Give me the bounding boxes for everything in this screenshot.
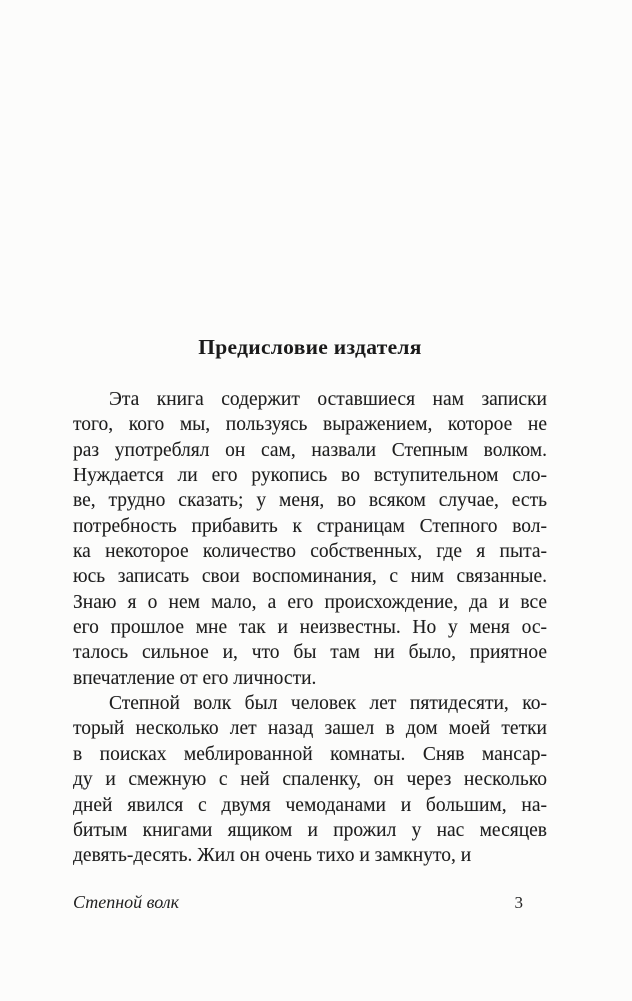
page-number: 3 bbox=[514, 893, 523, 912]
text-line: потребность прибавить к страницам Степного вол- bbox=[73, 515, 547, 537]
text-line: дней явился с двумя чемоданами и большим, на- bbox=[73, 794, 547, 816]
text-line: его прошлое мне так и неизвестны. Но у меня ос- bbox=[73, 617, 547, 639]
text-line: в поисках меблированной комнаты. Сняв мансар- bbox=[73, 743, 547, 765]
text-line: ве, трудно сказать; у меня, во всяком случае, есть bbox=[73, 490, 547, 512]
text-line: талось сильное и, что бы там ни было, приятное bbox=[73, 642, 547, 664]
text-line: того, кого мы, пользуясь выражением, которое не bbox=[73, 414, 547, 436]
text-line: Нуждается ли его рукопись во вступительном сло- bbox=[73, 465, 547, 487]
text-line: Знаю я о нем мало, а его происхождение, да и все bbox=[73, 591, 547, 613]
page-footer bbox=[73, 891, 547, 914]
text-line: ка некоторое количество собственных, где я пыта- bbox=[73, 541, 547, 563]
running-title: Степной волк bbox=[73, 892, 180, 912]
text-line: юсь записать свои воспоминания, с ним связанные. bbox=[73, 566, 547, 588]
text-line: Эта книга содержит оставшиеся нам записки bbox=[109, 389, 547, 410]
body-text bbox=[73, 387, 547, 869]
text-line: девять-десять. Жил он очень тихо и замкнуто, и bbox=[73, 845, 472, 867]
text-line: торый несколько лет назад зашел в дом моей тетки bbox=[73, 718, 547, 740]
text-line: ду и смежную с ней спаленку, он через несколько bbox=[73, 769, 547, 791]
section-heading: Предисловие издателя bbox=[198, 335, 422, 359]
text-line: впечатление от его личности. bbox=[73, 667, 317, 689]
text-line: битым книгами ящиком и прожил у нас месяцев bbox=[73, 819, 547, 841]
text-line: раз употреблял он сам, назвали Степным волком. bbox=[73, 439, 547, 461]
text-line: Степной волк был человек лет пятидесяти, ко- bbox=[109, 693, 547, 715]
